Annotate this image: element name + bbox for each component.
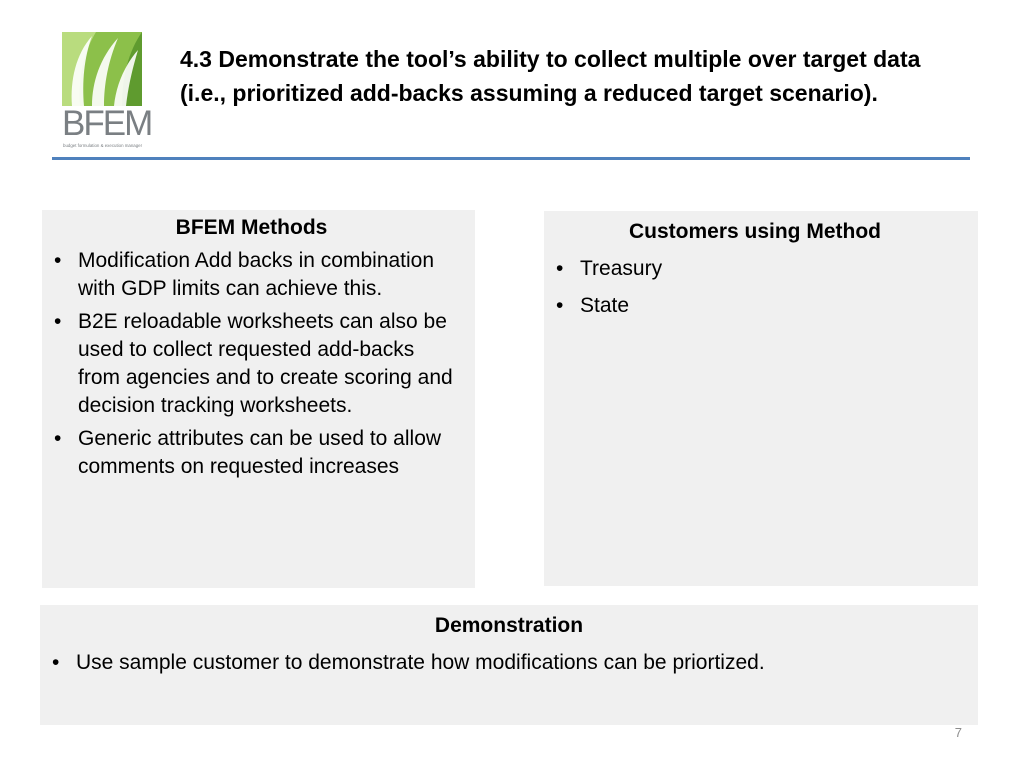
demonstration-heading: Demonstration <box>434 614 584 637</box>
bfem-logo-icon <box>62 32 142 106</box>
logo-wordmark: BFEM <box>62 104 152 143</box>
page-number: 7 <box>954 725 962 740</box>
bfem-methods-list <box>42 247 461 481</box>
bfem-methods-heading: BFEM Methods <box>175 216 328 239</box>
list-item: • Modification Add backs in combination with GDP limits can achieve this. <box>42 247 461 303</box>
list-item: • B2E reloadable worksheets can also be used to collect requested add-backs from agencies and to create scoring and decision tracking worksheets. <box>42 308 461 420</box>
list-item: • State <box>544 292 966 320</box>
demonstration-panel <box>40 605 978 725</box>
list-item: • Treasury <box>544 255 966 283</box>
title-divider <box>52 157 970 160</box>
customers-heading: Customers using Method <box>628 220 881 243</box>
logo-tagline: budget formulation & execution manager <box>63 143 143 148</box>
slide-title: 4.3 Demonstrate the tool’s ability to collect multiple over target data (i.e., prioritized add-backs assuming a reduced target scenario). <box>180 46 921 106</box>
bfem-methods-panel <box>42 210 475 588</box>
customers-list <box>544 255 966 320</box>
bfem-logo <box>62 32 152 150</box>
customers-panel <box>544 211 978 586</box>
list-item: • Generic attributes can be used to allow comments on requested increases <box>42 425 461 481</box>
list-item: • Use sample customer to demonstrate how modifications can be priortized. <box>40 649 978 677</box>
demonstration-list <box>40 649 978 677</box>
